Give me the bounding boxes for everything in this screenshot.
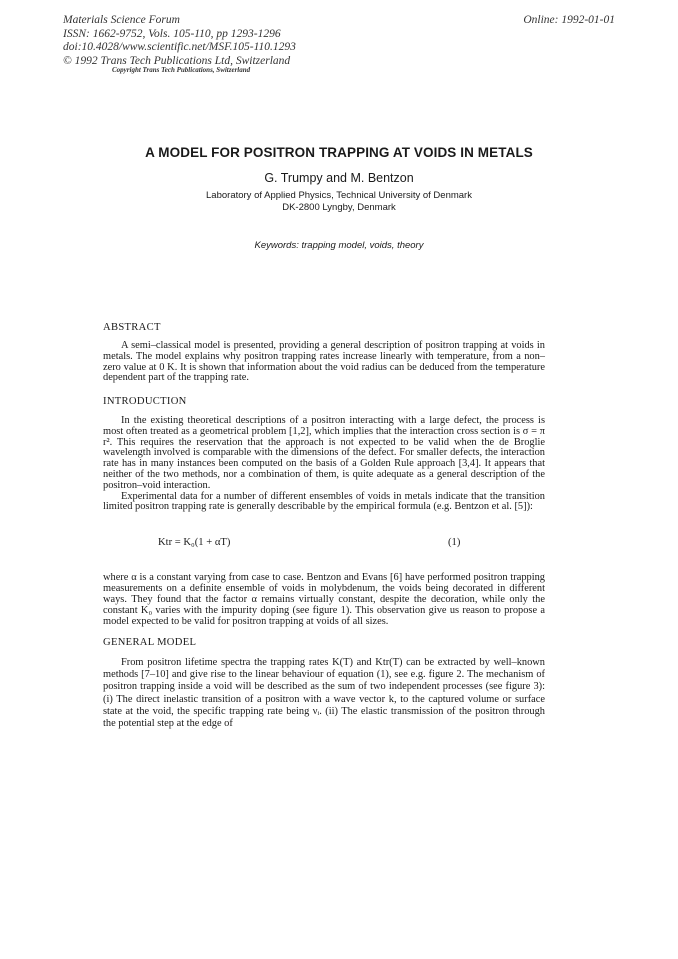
online-date: Online: 1992-01-01 [523, 14, 615, 26]
doi-line: doi:10.4028/www.scientific.net/MSF.105-110.1293 [63, 41, 296, 53]
equation-1: Ktr = K₀(1 + αT) [158, 537, 231, 548]
general-model-heading: GENERAL MODEL [103, 637, 197, 648]
introduction-text-continued [103, 563, 545, 638]
journal-header [63, 14, 296, 68]
abstract-paragraph: A semi–classical model is presented, providing a general description of positron trapping at voids in metals. The model explains why positron trapping rates increase linearly with temperature, from a non– zero value at 0 K. It is shown that information about the void radius can be deduced from the temperature dependent part of the trapping rate. [103, 340, 545, 384]
introduction-paragraph-2: Experimental data for a number of different ensembles of voids in metals indicate that the transition limited positron trapping rate is generally describable by the empirical formula (e.g. Bentzon et al. [5]): [103, 490, 545, 513]
introduction-paragraph-1: In the existing theoretical descriptions of a positron interacting with a large defect, the process is most often treated as a geometrical problem [1,2], which implies that the interaction cross section is σ = π r². This requires the reservation that the approach is not expected to be valid when the de Broglie wavelength involved is comparable with the dimensions of the defect. For smaller defects, the interaction rate has in many instances been computed on the basis of a Golden Rule approach [3,4]. It appears that neither of the two methods, nor a combination of them, is quite adequate as a general description of the positron–void interaction. [103, 415, 545, 491]
introduction-paragraph-3: where α is a constant varying from case to case. Bentzon and Evans [6] have performed positron trapping measurements on a definite ensemble of voids in molybdenum, the voids being decorated in different ways. They found that the factor α remains virtually constant, despite the decoration, while only the constant K₀ varies with the impurity doping (see figure 1). This observation give us reason to propose a model expected to be valid for positron trapping at voids of all sizes. [103, 572, 545, 627]
paper-authors: G. Trumpy and M. Bentzon [264, 171, 414, 185]
affiliation [0, 190, 678, 214]
introduction-text [103, 416, 545, 513]
general-model-text [103, 657, 545, 730]
copyright-notice: Copyright Trans Tech Publications, Switzerland [112, 66, 251, 74]
general-model-paragraph-1: From positron lifetime spectra the trapping rates K(T) and Ktr(T) can be extracted by well–known methods [7–10] and give rise to the linear behaviour of equation (1), see e.g. figure 2. The mechanism of positron trapping inside a void will be described as the sum of two independent processes (see figure 3): (i) The direct inelastic transition of a positron with a wave vector k, to the captured volume or surface state at the void, the specific trapping rate being νᵢ. (ii) The elastic transmission of the positron through the potential step at the edge of [103, 657, 545, 730]
introduction-heading: INTRODUCTION [103, 396, 187, 407]
journal-name: Materials Science Forum [63, 14, 180, 26]
issn-line: ISSN: 1662-9752, Vols. 105-110, pp 1293-1296 [63, 27, 281, 40]
affiliation-line-1: Laboratory of Applied Physics, Technical University of Denmark [206, 190, 472, 201]
equation-number: (1) [448, 537, 461, 548]
abstract-text [103, 341, 545, 384]
keywords: Keywords: trapping model, voids, theory [254, 240, 424, 251]
publisher-line: © 1992 Trans Tech Publications Ltd, Switzerland [63, 54, 291, 67]
affiliation-line-2: DK-2800 Lyngby, Denmark [282, 202, 396, 213]
paper-title: A MODEL FOR POSITRON TRAPPING AT VOIDS IN METALS [145, 145, 533, 160]
abstract-heading: ABSTRACT [103, 322, 161, 333]
